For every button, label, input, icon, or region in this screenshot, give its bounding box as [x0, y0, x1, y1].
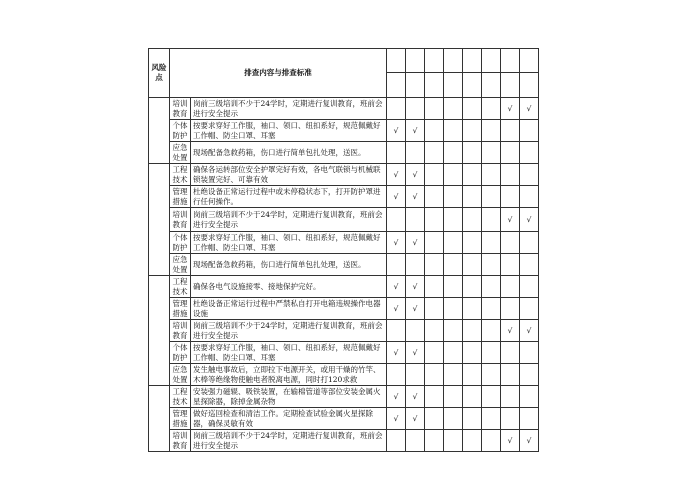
check-cell [501, 386, 520, 408]
content-cell: 发生触电事故后，立即拉下电源开关，或用干燥的竹竿、木棒等绝缘物使触电者脱离电源，同时打120求救 [191, 364, 387, 386]
check-cell [520, 232, 539, 254]
check-cell [387, 364, 406, 386]
content-cell: 现场配备急救药箱，伤口进行简单包扎处理，送医。 [191, 254, 387, 276]
check-cell [482, 408, 501, 430]
table-row [149, 320, 539, 342]
check-cell [425, 430, 444, 452]
check-cell [482, 208, 501, 232]
check-cell [387, 232, 406, 254]
check-cell [482, 320, 501, 342]
content-cell: 杜绝设备正常运行过程中或未停稳状态下，打开防护罩进行任何操作。 [191, 186, 387, 208]
header-cell [463, 49, 482, 73]
check-cell [501, 232, 520, 254]
check-cell [482, 142, 501, 164]
content-cell: 杜绝设备正常运行过程中严禁私自打开电箱违规操作电器设施 [191, 298, 387, 320]
check-cell [387, 142, 406, 164]
check-cell [406, 320, 425, 342]
header-cell [482, 73, 501, 98]
table-row [149, 342, 539, 364]
check-cell [501, 164, 520, 186]
check-cell [482, 342, 501, 364]
header-cell [444, 49, 463, 73]
table-row [149, 98, 539, 120]
check-cell [444, 408, 463, 430]
check-cell [444, 430, 463, 452]
content-cell: 现场配备急救药箱，伤口进行简单包扎处理，送医。 [191, 142, 387, 164]
check-cell [520, 386, 539, 408]
check-cell [501, 408, 520, 430]
content-cell: 确保各电气设施接零、接地保护完好。 [191, 276, 387, 298]
category-cell: 应急处置 [170, 254, 191, 276]
check-cell [482, 98, 501, 120]
check-mark: √ [507, 214, 513, 224]
check-mark: √ [412, 347, 418, 357]
table-row [149, 164, 539, 186]
header-cell [520, 49, 539, 73]
check-cell [501, 186, 520, 208]
check-mark: √ [393, 303, 399, 313]
header-cell [387, 73, 406, 98]
check-cell [482, 164, 501, 186]
content-cell: 按要求穿好工作服，袖口、领口、纽扣系好，规范佩戴好工作帽、防尘口罩、耳塞 [191, 120, 387, 142]
check-cell [425, 254, 444, 276]
table-body [149, 49, 539, 452]
check-cell [482, 254, 501, 276]
check-cell [482, 430, 501, 452]
check-cell [387, 186, 406, 208]
check-mark: √ [412, 237, 418, 247]
content-cell: 岗前三级培训不少于24学时，定期进行复训教育，班前会进行安全提示 [191, 320, 387, 342]
header-row-top [149, 49, 539, 73]
check-mark: √ [526, 214, 532, 224]
check-cell [463, 276, 482, 298]
check-cell [387, 164, 406, 186]
check-cell [520, 254, 539, 276]
check-cell [463, 408, 482, 430]
check-cell [387, 208, 406, 232]
check-cell [387, 320, 406, 342]
check-cell [463, 98, 482, 120]
check-cell [406, 430, 425, 452]
content-cell: 岗前三级培训不少于24学时，定期进行复训教育，班前会进行安全提示 [191, 98, 387, 120]
check-cell [501, 254, 520, 276]
check-mark: √ [412, 281, 418, 291]
check-cell [501, 430, 520, 452]
check-cell [444, 232, 463, 254]
check-cell [406, 120, 425, 142]
check-cell [387, 430, 406, 452]
header-cell [387, 49, 406, 73]
check-cell [520, 408, 539, 430]
table-row [149, 298, 539, 320]
check-cell [520, 298, 539, 320]
check-cell [482, 276, 501, 298]
check-mark: √ [526, 435, 532, 445]
check-mark: √ [412, 125, 418, 135]
check-mark: √ [393, 125, 399, 135]
check-cell [387, 298, 406, 320]
check-cell [406, 164, 425, 186]
check-cell [463, 164, 482, 186]
check-cell [444, 120, 463, 142]
category-cell: 个体防护 [170, 342, 191, 364]
check-mark: √ [526, 103, 532, 113]
content-cell: 按要求穿好工作服，袖口、领口、纽扣系好，规范佩戴好工作帽、防尘口罩、耳塞 [191, 232, 387, 254]
check-cell [482, 120, 501, 142]
header-cell [444, 73, 463, 98]
check-cell [444, 164, 463, 186]
hazard-cell [149, 386, 170, 452]
check-cell [482, 364, 501, 386]
check-cell [463, 142, 482, 164]
check-cell [406, 254, 425, 276]
content-header [170, 49, 387, 98]
table-row [149, 364, 539, 386]
check-cell [425, 164, 444, 186]
check-cell [520, 320, 539, 342]
check-cell [406, 364, 425, 386]
check-cell [425, 120, 444, 142]
check-cell [444, 142, 463, 164]
check-cell [444, 276, 463, 298]
content-cell: 岗前三级培训不少于24学时，定期进行复训教育，班前会进行安全提示 [191, 430, 387, 452]
category-cell: 工程技术 [170, 164, 191, 186]
check-cell [444, 320, 463, 342]
check-cell [444, 186, 463, 208]
check-cell [387, 120, 406, 142]
check-mark: √ [393, 191, 399, 201]
table-row [149, 276, 539, 298]
check-cell [501, 364, 520, 386]
category-cell: 管理措施 [170, 408, 191, 430]
check-mark: √ [412, 391, 418, 401]
check-cell [520, 342, 539, 364]
check-cell [520, 208, 539, 232]
category-cell: 应急处置 [170, 364, 191, 386]
check-cell [406, 386, 425, 408]
hazard-cell [149, 98, 170, 164]
check-cell [406, 142, 425, 164]
content-cell: 做好巡回检查和清洁工作。定期检查试验金属火星探除器，确保灵敏有效 [191, 408, 387, 430]
category-cell: 培训教育 [170, 430, 191, 452]
check-cell [406, 186, 425, 208]
category-cell: 管理措施 [170, 298, 191, 320]
check-cell [501, 320, 520, 342]
header-cell [425, 73, 444, 98]
check-cell [501, 276, 520, 298]
check-cell [501, 142, 520, 164]
table-row [149, 208, 539, 232]
check-cell [387, 276, 406, 298]
check-cell [463, 186, 482, 208]
check-cell [425, 298, 444, 320]
header-cell [463, 73, 482, 98]
check-cell [501, 342, 520, 364]
category-cell: 管理措施 [170, 186, 191, 208]
category-cell: 应急处置 [170, 142, 191, 164]
table-row [149, 430, 539, 452]
check-cell [406, 342, 425, 364]
hazard-cell [149, 164, 170, 276]
content-cell: 岗前三级培训不少于24学时，定期进行复训教育，班前会进行安全提示 [191, 208, 387, 232]
check-cell [425, 320, 444, 342]
check-mark: √ [393, 281, 399, 291]
check-mark: √ [393, 169, 399, 179]
category-cell: 个体防护 [170, 232, 191, 254]
check-cell [387, 408, 406, 430]
check-cell [482, 232, 501, 254]
check-cell [387, 342, 406, 364]
check-cell [463, 430, 482, 452]
check-cell [463, 254, 482, 276]
check-cell [387, 386, 406, 408]
check-cell [501, 98, 520, 120]
content-cell: 按要求穿好工作服，袖口、领口、纽扣系好，规范佩戴好工作帽、防尘口罩、耳塞 [191, 342, 387, 364]
check-cell [387, 254, 406, 276]
check-cell [406, 408, 425, 430]
hazard-header [149, 49, 170, 98]
check-mark: √ [507, 325, 513, 335]
content-cell: 安装强力磁辊、吸铁装置，在输棉管道等部位安装金属火星探除器，除掉金属杂物 [191, 386, 387, 408]
check-mark: √ [393, 391, 399, 401]
check-cell [501, 298, 520, 320]
check-cell [425, 186, 444, 208]
check-cell [520, 164, 539, 186]
inspection-table [148, 48, 539, 452]
table-row [149, 386, 539, 408]
check-cell [520, 364, 539, 386]
header-cell [406, 49, 425, 73]
check-mark: √ [393, 413, 399, 423]
check-mark: √ [507, 435, 513, 445]
check-cell [425, 364, 444, 386]
header-cell [501, 49, 520, 73]
check-cell [425, 386, 444, 408]
check-cell [520, 142, 539, 164]
check-cell [406, 276, 425, 298]
content-title: 排查内容与排查标准 [244, 68, 312, 77]
table-row [149, 254, 539, 276]
check-cell [425, 98, 444, 120]
check-cell [520, 430, 539, 452]
check-cell [444, 342, 463, 364]
category-cell: 培训教育 [170, 320, 191, 342]
hazard-label: 风险点 [151, 63, 167, 82]
check-cell [463, 298, 482, 320]
check-cell [425, 142, 444, 164]
check-cell [444, 208, 463, 232]
check-cell [444, 98, 463, 120]
check-mark: √ [412, 169, 418, 179]
check-cell [501, 120, 520, 142]
check-cell [463, 320, 482, 342]
check-cell [501, 208, 520, 232]
header-cell [406, 73, 425, 98]
check-cell [463, 386, 482, 408]
check-cell [520, 120, 539, 142]
check-cell [463, 364, 482, 386]
table-row [149, 232, 539, 254]
check-cell [482, 298, 501, 320]
check-cell [406, 232, 425, 254]
header-cell [520, 73, 539, 98]
category-cell: 培训教育 [170, 208, 191, 232]
check-mark: √ [412, 303, 418, 313]
check-cell [425, 276, 444, 298]
check-mark: √ [393, 237, 399, 247]
check-mark: √ [507, 103, 513, 113]
check-cell [387, 98, 406, 120]
check-cell [520, 98, 539, 120]
category-cell: 工程技术 [170, 276, 191, 298]
header-cell [482, 49, 501, 73]
check-cell [425, 408, 444, 430]
check-cell [482, 186, 501, 208]
check-cell [463, 208, 482, 232]
check-cell [444, 386, 463, 408]
check-cell [444, 364, 463, 386]
check-cell [463, 120, 482, 142]
header-cell [425, 49, 444, 73]
check-cell [425, 208, 444, 232]
table-row [149, 120, 539, 142]
check-cell [520, 276, 539, 298]
check-mark: √ [412, 191, 418, 201]
check-mark: √ [526, 325, 532, 335]
check-cell [406, 298, 425, 320]
category-cell: 培训教育 [170, 98, 191, 120]
check-mark: √ [412, 413, 418, 423]
category-cell: 工程技术 [170, 386, 191, 408]
check-cell [406, 98, 425, 120]
check-cell [463, 342, 482, 364]
table-row [149, 186, 539, 208]
check-cell [520, 186, 539, 208]
hazard-cell [149, 276, 170, 386]
table-row [149, 142, 539, 164]
table-row [149, 408, 539, 430]
check-cell [406, 208, 425, 232]
check-cell [425, 232, 444, 254]
check-cell [425, 342, 444, 364]
check-cell [482, 386, 501, 408]
check-cell [444, 298, 463, 320]
check-mark: √ [393, 347, 399, 357]
header-cell [501, 73, 520, 98]
check-cell [444, 254, 463, 276]
check-cell [463, 232, 482, 254]
category-cell: 个体防护 [170, 120, 191, 142]
content-cell: 确保各运转部位安全护罩完好有效，各电气联锁与机械联锁装置完好、可靠有效 [191, 164, 387, 186]
